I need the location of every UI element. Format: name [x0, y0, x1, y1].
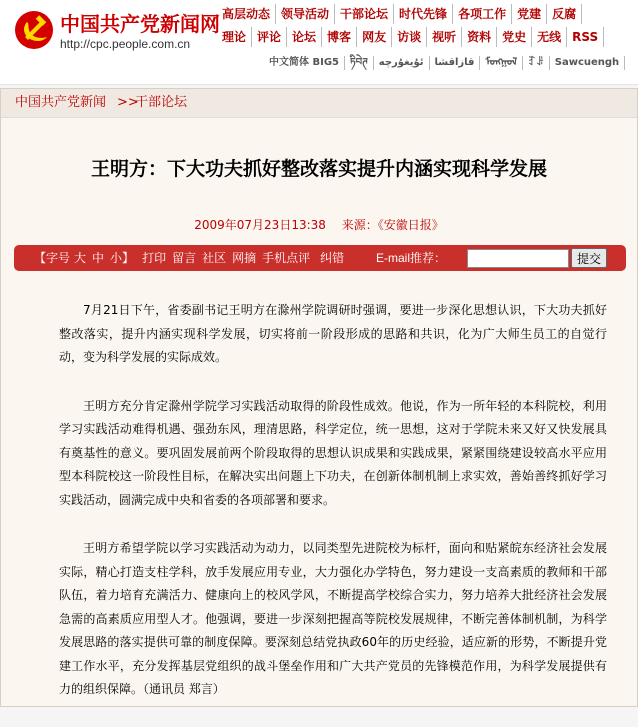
main-nav-row-2	[214, 27, 604, 47]
comment-link[interactable]: 留言	[172, 251, 197, 265]
language-links	[264, 55, 625, 71]
nav-item-blog[interactable]: 博客	[322, 27, 357, 47]
lang-link-zhuang[interactable]: Sawcuengh	[550, 56, 625, 70]
main-nav-row-1	[214, 4, 582, 24]
correction-link[interactable]: 纠错	[320, 251, 345, 265]
font-size-large-link[interactable]: 大	[74, 251, 87, 265]
nav-item-archives[interactable]: 资料	[462, 27, 497, 47]
article-date: 2009年07月23日13:38	[194, 218, 326, 232]
nav-item-video[interactable]: 视听	[427, 27, 462, 47]
article-page	[0, 88, 638, 707]
nav-item-leader-activities[interactable]: 领导活动	[276, 4, 335, 24]
print-link[interactable]: 打印	[142, 251, 167, 265]
community-link[interactable]: 社区	[202, 251, 227, 265]
article-meta	[1, 216, 637, 233]
lang-link-yi[interactable]: ꆈꌠ	[523, 56, 550, 70]
breadcrumb-current-link[interactable]	[135, 89, 187, 117]
nav-item-rss[interactable]: RSS	[567, 27, 604, 47]
nav-item-cadre-forum[interactable]: 干部论坛	[335, 4, 394, 24]
nav-item-party-building[interactable]: 党建	[512, 4, 547, 24]
nav-item-party-history[interactable]: 党史	[497, 27, 532, 47]
lang-link-mongolian[interactable]: ᠮᠣᠩᠭᠣᠯ	[480, 56, 523, 70]
party-emblem-icon[interactable]	[14, 10, 54, 50]
font-size-small-link[interactable]: 小】	[110, 251, 135, 265]
site-title-link[interactable]: 中国共产党新闻网	[60, 12, 220, 36]
nav-item-leadership-news[interactable]: 高层动态	[214, 4, 276, 24]
lang-link-kazakh[interactable]: قازاقشا	[430, 56, 481, 70]
article-paragraph: 7月21日下午，省委副书记王明方在滁州学院调研时强调，要进一步深化思想认识，下大功夫抓好整改落实，提升内涵实现科学发展，切实将前一阶段形成的思路和共识，化为广大师生员工的自觉行动，变为科学发展的实际成效。	[59, 303, 607, 364]
breadcrumb-home-link[interactable]	[15, 89, 106, 117]
toolbar-actions	[34, 245, 344, 271]
bookmark-link[interactable]: 网摘	[232, 251, 257, 265]
breadcrumb-separator: >>	[117, 95, 139, 110]
nav-item-pioneers[interactable]: 时代先锋	[394, 4, 453, 24]
breadcrumb-current-label: 干部论坛	[135, 95, 188, 110]
font-size-label: 【字号	[34, 251, 71, 265]
font-size-medium-link[interactable]: 中	[92, 251, 105, 265]
article-paragraph: 王明方希望学院以学习实践活动为动力，以同类型先进院校为标杆，面向和贴紧皖东经济社会发展实际，精心打造支柱学科，放手发展应用专业，大力强化办学特色，努力建设一支高素质的教师和干部队伍，着力培育充满活力、健康向上的校风学风，不断提高学校综合实力，努力培养大批经济社会发展急需的高素质应用型人才。他强调，要进一步深刻把握高等院校发展规律，不断完善体制机制，为科学发展思路的落实提供可靠的制度保障。要深刻总结党执政60年的历史经验，适应新的形势，不断提升党建工作水平，充分发挥基层党组织的战斗堡垒作用和广大共产党员的先锋模范作用，为科学发展提供有力的组织保障。（通讯员 郑言）	[59, 541, 607, 696]
nav-item-wireless[interactable]: 无线	[532, 27, 567, 47]
lang-link-uyghur[interactable]: ئۇيغۇرچە	[374, 56, 430, 70]
nav-item-forum[interactable]: 论坛	[287, 27, 322, 47]
nav-item-anti-corruption[interactable]: 反腐	[547, 4, 582, 24]
nav-item-work[interactable]: 各项工作	[453, 4, 512, 24]
email-recommend-label: E-mail推荐：	[376, 251, 447, 265]
article-toolbar	[14, 245, 626, 271]
email-recommend-input[interactable]	[467, 249, 569, 268]
email-submit-button[interactable]: 提交	[571, 248, 607, 268]
article-title: 王明方：下大功夫抓好整改落实提升内涵实现科学发展	[90, 157, 547, 180]
nav-item-theory[interactable]: 理论	[214, 27, 252, 47]
mobile-comment-link[interactable]: 手机点评	[262, 251, 311, 265]
lang-link-chinese[interactable]: 中文简体 BIG5	[264, 56, 345, 70]
article-source: 来源：《安徽日报》	[341, 218, 444, 232]
breadcrumb	[1, 89, 637, 118]
site-url: http://cpc.people.com.cn	[60, 37, 191, 51]
lang-link-tibetan[interactable]: ཏིབེཊ	[345, 56, 374, 70]
article-paragraph: 王明方充分肯定滁州学院学习实践活动取得的阶段性成效。他说，作为一所年轻的本科院校，利用学习实践活动难得机遇、强劲东风，理清思路，科学定位，统一思想，这对于学院未来又好又快发展具有奠基性的意义。要巩固发展前两个阶段取得的思想认识成果和实践成果，紧紧围绕建设较高水平应用型本科院校这一阶段性目标，在解决实出问题上下功夫，在创新体制机制上求实效，善始善终抓好学习实践活动，圆满完成中央和省委的各项部署和要求。	[59, 398, 607, 507]
nav-item-netizens[interactable]: 网友	[357, 27, 392, 47]
article-body	[59, 299, 607, 727]
nav-item-commentary[interactable]: 评论	[252, 27, 287, 47]
site-header	[0, 0, 638, 85]
nav-item-interviews[interactable]: 访谈	[392, 27, 427, 47]
breadcrumb-home-label: 中国共产党新闻	[15, 95, 107, 110]
